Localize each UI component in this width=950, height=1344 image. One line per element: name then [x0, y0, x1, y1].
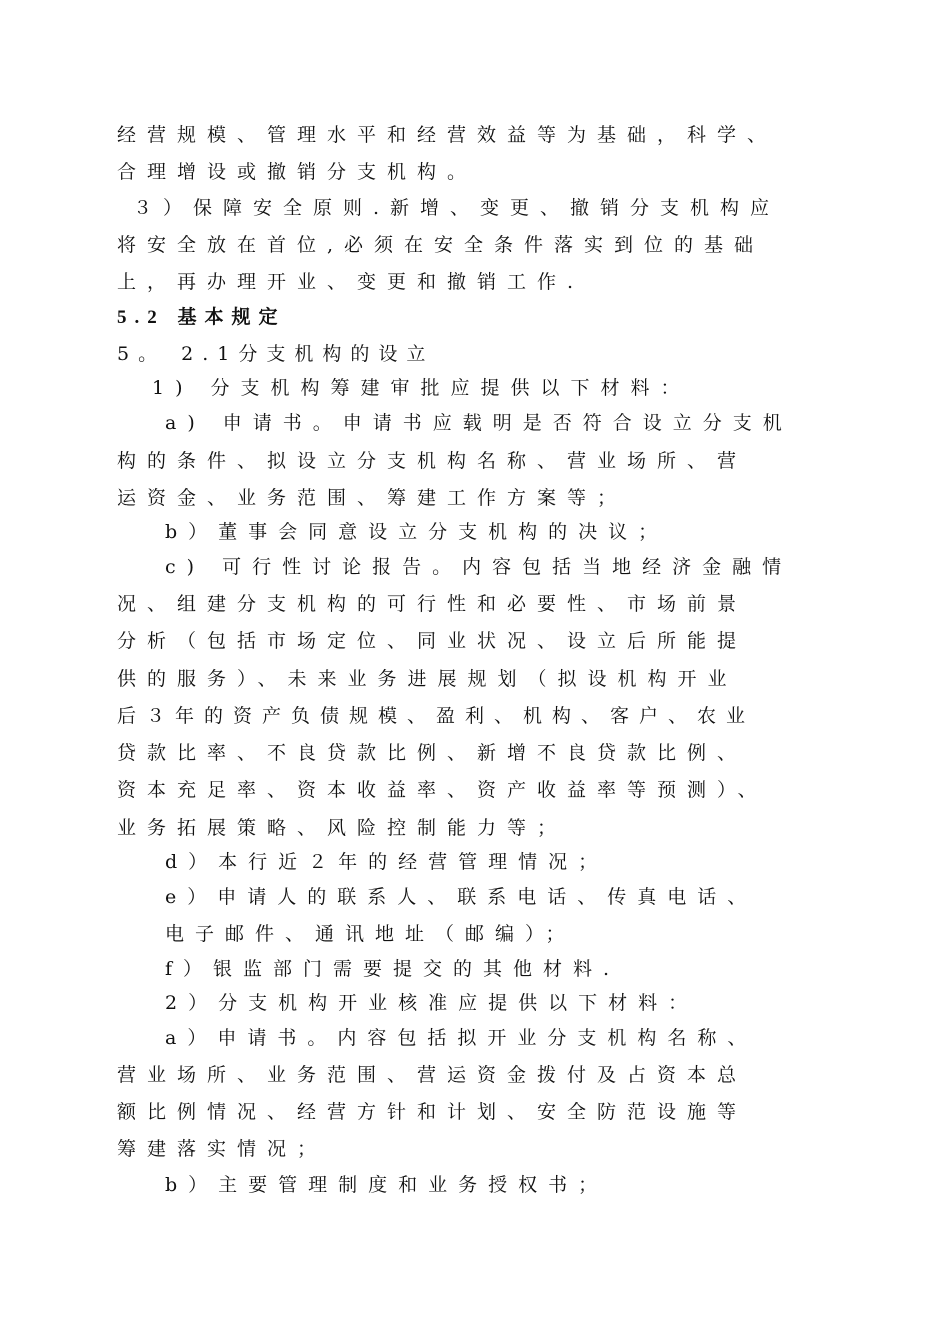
list-item: f）银监部门需要提交的其他材料.	[165, 958, 621, 980]
list-item: e）申请人的联系人、联系电话、传真电话、	[165, 886, 758, 908]
list-item-heading: 1) 分支机构筹建审批应提供以下材料：	[152, 377, 691, 399]
subsection-heading: 5。 2.1分支机构的设立	[117, 343, 435, 365]
body-line: 供的服务）、未来业务进展规划（拟设机构开业	[117, 668, 738, 690]
body-line: 额比例情况、经营方针和计划、安全防范设施等	[117, 1101, 748, 1123]
body-line: 况、组建分支机构的可行性和必要性、市场前景	[117, 593, 748, 615]
list-item: b）主要管理制度和业务授权书；	[165, 1174, 609, 1196]
body-line: 分析（包括市场定位、同业状况、设立后所能提	[117, 630, 748, 652]
body-line: ３）保障安全原则.新增、变更、撤销分支机构应	[133, 197, 781, 219]
body-line: 构的条件、拟设立分支机构名称、营业场所、营	[117, 450, 748, 472]
list-item: c) 可行性讨论报告。内容包括当地经济金融情	[165, 556, 793, 578]
list-item-continuation: 电子邮件、通讯地址（邮编）；	[165, 923, 576, 945]
list-item: a) 申请书。申请书应载明是否符合设立分支机	[165, 412, 793, 434]
body-line: 运资金、业务范围、筹建工作方案等；	[117, 487, 628, 509]
section-heading: 5.2 基本规定	[117, 307, 286, 328]
list-item: a）申请书。内容包括拟开业分支机构名称、	[165, 1027, 758, 1049]
body-line: 合理增设或撤销分支机构。	[117, 161, 478, 183]
body-line: 经营规模、管理水平和经营效益等为基础，科学、	[117, 124, 778, 146]
body-line: 后３年的资产负债规模、盈利、机构、客户、农业	[117, 705, 756, 727]
body-line: 营业场所、业务范围、营运资金拨付及占资本总	[117, 1064, 748, 1086]
body-line: 贷款比率、不良贷款比例、新增不良贷款比例、	[117, 742, 748, 764]
list-item-heading: 2）分支机构开业核准应提供以下材料：	[165, 992, 699, 1014]
body-line: 资本充足率、资本收益率、资产收益率等预测）、	[117, 779, 768, 801]
list-item: d）本行近２年的经营管理情况；	[165, 851, 609, 873]
list-item: b）董事会同意设立分支机构的决议；	[165, 521, 669, 543]
body-line: 将安全放在首位,必须在安全条件落实到位的基础	[117, 234, 765, 256]
body-line: 业务拓展策略、风险控制能力等；	[117, 817, 568, 839]
body-line: 上，再办理开业、变更和撤销工作.	[117, 271, 585, 293]
body-line: 筹建落实情况；	[117, 1138, 328, 1160]
